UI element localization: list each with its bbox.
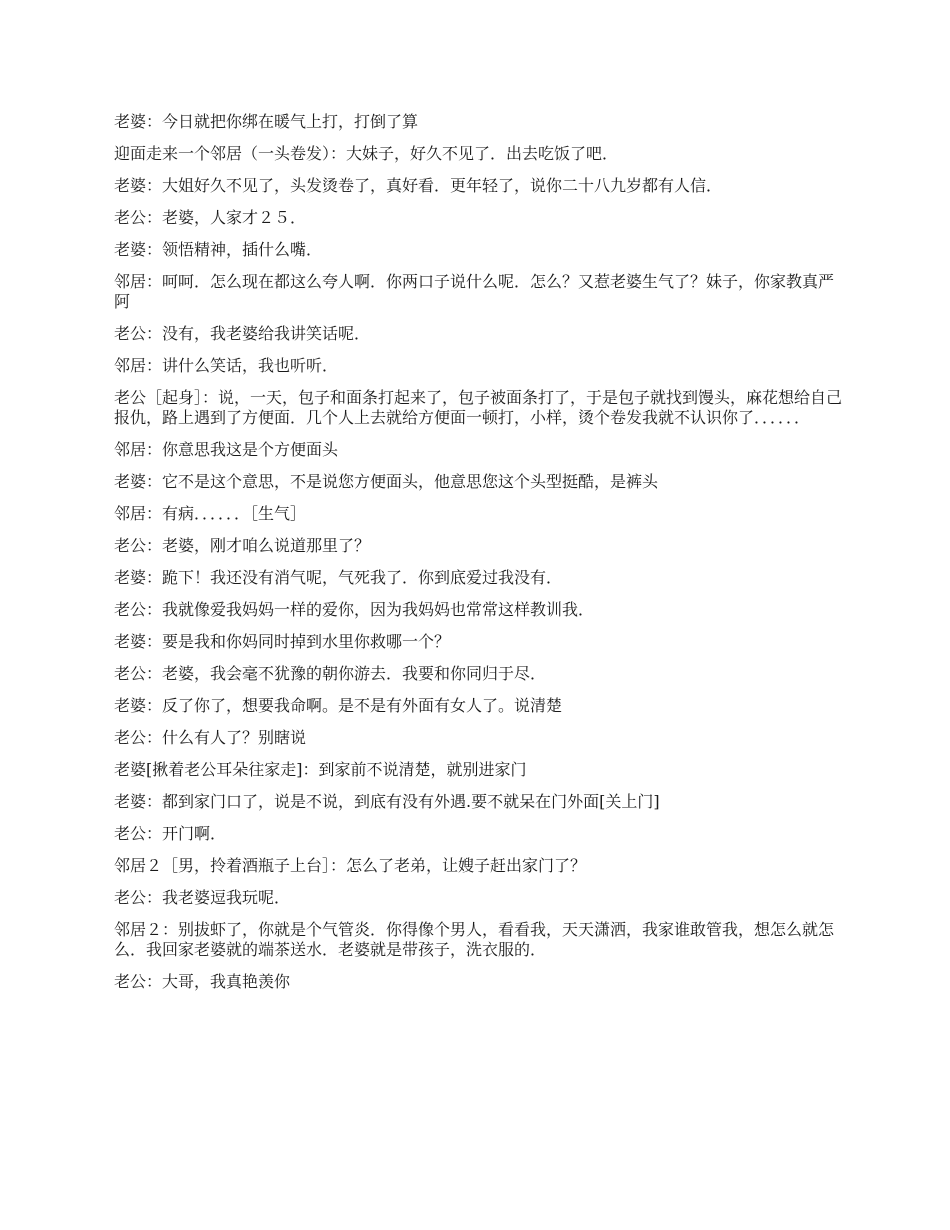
dialogue-line: 邻居：你意思我这是个方便面头 — [114, 440, 339, 459]
dialogue-line: 迎面走来一个邻居（一头卷发）：大妹子，好久不见了．出去吃饭了吧． — [114, 144, 619, 163]
dialogue-line: 邻居：呵呵．怎么现在都这么夸人啊．你两口子说什么呢．怎么？又惹老婆生气了？妹子，你家教真严阿 — [114, 272, 835, 311]
dialogue-line: 老公：没有，我老婆给我讲笑话呢． — [114, 324, 371, 343]
dialogue-line: 邻居２：别拔虾了，你就是个气管炎．你得像个男人，看看我，天天潇洒，我家谁敢管我，想怎么就怎么．我回家老婆就的端茶送水．老婆就是带孩子，洗衣服的． — [114, 920, 835, 959]
dialogue-line: 老公：大哥，我真艳羡你 — [114, 972, 291, 991]
dialogue-line: 老婆：都到家门口了，说是不说，到底有没有外遇.要不就呆在门外面[关上门] — [114, 792, 660, 811]
dialogue-line: 老婆：今日就把你绑在暖气上打，打倒了算 — [114, 112, 419, 131]
dialogue-line: 老公：我就像爱我妈妈一样的爱你，因为我妈妈也常常这样教训我． — [114, 600, 595, 619]
dialogue-line: 老公：我老婆逗我玩呢． — [114, 888, 291, 907]
dialogue-line: 老婆：大姐好久不见了，头发烫卷了，真好看．更年轻了，说你二十八九岁都有人信． — [114, 176, 723, 195]
dialogue-line: 邻居２［男，拎着酒瓶子上台］：怎么了老弟，让嫂子赶出家门了？ — [114, 856, 587, 875]
dialogue-line: 老婆：反了你了，想要我命啊。是不是有外面有女人了。说清楚 — [114, 696, 563, 715]
dialogue-line: 老公：老婆，刚才咱么说道那里了？ — [114, 536, 371, 555]
dialogue-line: 邻居：讲什么笑话，我也听听． — [114, 356, 339, 375]
dialogue-line: 老婆：要是我和你妈同时掉到水里你救哪一个？ — [114, 632, 451, 651]
dialogue-line: 老公：老婆，我会毫不犹豫的朝你游去．我要和你同归于尽． — [114, 664, 547, 683]
dialogue-line: 邻居：有病．．．．．．［生气］ — [114, 504, 307, 523]
dialogue-line: 老公：开门啊． — [114, 824, 227, 843]
dialogue-line: 老婆：跪下！我还没有消气呢，气死我了．你到底爱过我没有． — [114, 568, 563, 587]
document-body — [114, 112, 844, 1004]
dialogue-line: 老公：老婆，人家才２５． — [114, 208, 307, 227]
dialogue-line: 老婆：它不是这个意思，不是说您方便面头，他意思您这个头型挺酷，是裤头 — [114, 472, 659, 491]
dialogue-line: 老公［起身］：说，一天，包子和面条打起来了，包子被面条打了，于是包子就找到馒头，麻花想给自己报仇，路上遇到了方便面．几个人上去就给方便面一顿打，小样，烫个卷发我就不认识你了．．．．．． — [114, 388, 843, 427]
dialogue-line: 老婆[揪着老公耳朵往家走]：到家前不说清楚，就别进家门 — [114, 760, 527, 779]
dialogue-line: 老公：什么有人了？别瞎说 — [114, 728, 307, 747]
dialogue-line: 老婆：领悟精神，插什么嘴． — [114, 240, 323, 259]
